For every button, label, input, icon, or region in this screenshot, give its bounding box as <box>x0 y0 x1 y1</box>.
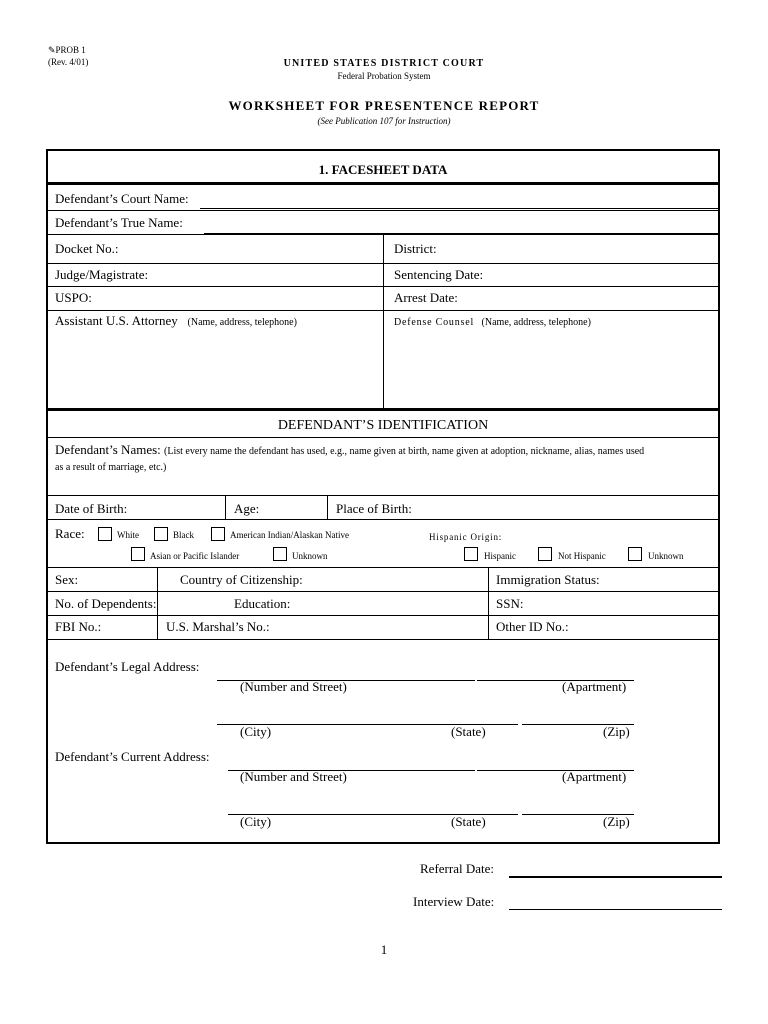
legal-city-caption: (City) <box>240 724 272 739</box>
divider <box>48 210 718 211</box>
marshal-label: U.S. Marshal’s No.: <box>166 619 270 634</box>
referral-date-label: Referral Date: <box>420 861 494 876</box>
ausa-label <box>55 313 297 331</box>
divider <box>48 437 718 438</box>
race-checkbox-black[interactable] <box>154 527 168 541</box>
referral-date-field[interactable] <box>509 876 722 878</box>
docket-label: Docket No.: <box>55 241 119 256</box>
names-label-text: Defendant’s Names: <box>55 442 161 457</box>
race-option-american-indian: American Indian/Alaskan Native <box>230 530 349 540</box>
interview-date-label: Interview Date: <box>413 894 495 909</box>
identification-title: DEFENDANT’S IDENTIFICATION <box>277 418 489 433</box>
presentence-form <box>46 149 720 844</box>
education-label: Education: <box>234 596 291 611</box>
divider <box>48 408 718 411</box>
race-option-white: White <box>117 530 139 540</box>
defense-counsel-label <box>394 315 591 331</box>
other-id-label: Other ID No.: <box>496 619 569 634</box>
page-number: 1 <box>380 942 388 957</box>
defense-label-text: Defense Counsel <box>394 317 475 328</box>
column-divider <box>488 567 489 639</box>
divider <box>48 639 718 640</box>
hispanic-unknown-checkbox[interactable] <box>628 547 642 561</box>
race-option-asian: Asian or Pacific Islander <box>150 551 240 561</box>
race-option-unknown: Unknown <box>292 551 328 561</box>
current-street-caption: (Number and Street) <box>240 769 347 784</box>
legal-street-caption: (Number and Street) <box>240 679 347 694</box>
age-label: Age: <box>234 501 260 516</box>
immigration-status-label: Immigration Status: <box>496 572 600 587</box>
facesheet-title: 1. FACESHEET DATA <box>318 162 448 177</box>
dob-label: Date of Birth: <box>55 501 128 516</box>
divider <box>48 591 718 592</box>
divider <box>48 567 718 568</box>
divider <box>48 615 718 616</box>
interview-date-field[interactable] <box>509 909 722 910</box>
pob-label: Place of Birth: <box>336 501 412 516</box>
column-divider <box>327 495 328 519</box>
current-city-caption: (City) <box>240 814 272 829</box>
column-divider <box>225 495 226 519</box>
citizenship-label: Country of Citizenship: <box>180 572 303 587</box>
page-title: WORKSHEET FOR PRESENTENCE REPORT <box>228 98 540 113</box>
race-label: Race: <box>55 526 85 541</box>
ausa-label-text: Assistant U.S. Attorney <box>55 313 178 328</box>
sex-label: Sex: <box>55 572 79 587</box>
current-address-label: Defendant’s Current Address: <box>55 749 210 764</box>
court-name-field[interactable] <box>200 208 718 209</box>
race-checkbox-white[interactable] <box>98 527 112 541</box>
current-apartment-caption: (Apartment) <box>562 769 627 784</box>
uspo-label: USPO: <box>55 290 92 305</box>
divider <box>48 182 718 185</box>
not-hispanic-option: Not Hispanic <box>558 551 606 561</box>
legal-apartment-caption: (Apartment) <box>562 679 627 694</box>
defense-note: (Name, address, telephone) <box>481 317 591 328</box>
court-name-label: Defendant’s Court Name: <box>55 191 189 206</box>
column-divider <box>383 234 384 409</box>
race-checkbox-american-indian[interactable] <box>211 527 225 541</box>
hispanic-checkbox[interactable] <box>464 547 478 561</box>
district-label: District: <box>394 241 437 256</box>
not-hispanic-checkbox[interactable] <box>538 547 552 561</box>
sentencing-date-label: Sentencing Date: <box>394 267 484 282</box>
form-revision: (Rev. 4/01) <box>48 57 89 67</box>
form-id: ✎PROB 1 <box>48 45 86 55</box>
hispanic-origin-label: Hispanic Origin: <box>429 532 503 542</box>
dependents-label: No. of Dependents: <box>55 596 157 611</box>
court-name: UNITED STATES DISTRICT COURT <box>283 58 485 69</box>
divider <box>48 495 718 496</box>
hispanic-unknown-option: Unknown <box>648 551 684 561</box>
current-zip-caption: (Zip) <box>603 814 630 829</box>
arrest-date-label: Arrest Date: <box>394 290 458 305</box>
judge-label: Judge/Magistrate: <box>55 267 149 282</box>
race-checkbox-asian[interactable] <box>131 547 145 561</box>
true-name-label: Defendant’s True Name: <box>55 215 183 230</box>
legal-address-label: Defendant’s Legal Address: <box>55 659 200 674</box>
names-note-1: (List every name the defendant has used, e.g., name given at birth, name given at adoption, nickname, alias, names used <box>164 446 645 457</box>
ausa-note: (Name, address, telephone) <box>187 317 297 328</box>
defendant-names-label <box>55 442 644 460</box>
system-name: Federal Probation System <box>337 71 431 81</box>
race-checkbox-unknown[interactable] <box>273 547 287 561</box>
legal-zip-caption: (Zip) <box>603 724 630 739</box>
hispanic-option: Hispanic <box>484 551 516 561</box>
fbi-label: FBI No.: <box>55 619 102 634</box>
names-note-2: as a result of marriage, etc.) <box>55 462 167 473</box>
race-option-black: Black <box>173 530 194 540</box>
current-state-caption: (State) <box>451 814 486 829</box>
column-divider <box>157 567 158 639</box>
divider <box>48 519 718 520</box>
ssn-label: SSN: <box>496 596 524 611</box>
legal-state-caption: (State) <box>451 724 486 739</box>
page-subtitle: (See Publication 107 for Instruction) <box>317 116 451 126</box>
